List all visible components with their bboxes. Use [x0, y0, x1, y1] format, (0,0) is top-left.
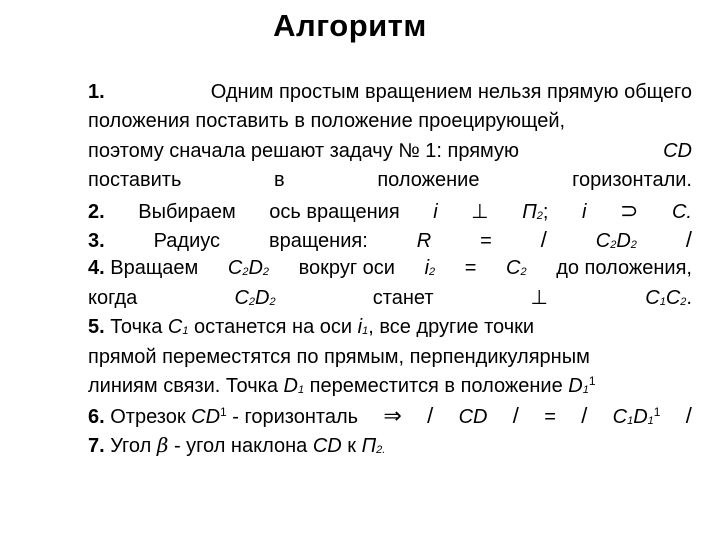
perpendicular-symbol: ⊥ [471, 200, 489, 223]
segment-c2d2: C2D2 [227, 257, 270, 280]
segment-cd: CD [458, 406, 488, 429]
length-bar: / [685, 403, 692, 429]
line-4 [88, 166, 692, 195]
step-number-6: 6. [88, 406, 105, 429]
word: до положения, [556, 257, 692, 280]
segment-c2d2: C2D2 [234, 286, 276, 309]
word: Радиус [153, 229, 221, 252]
line-3 [88, 137, 692, 166]
equals-sign: = [544, 406, 556, 429]
step-number-1: 1. [88, 81, 105, 103]
line-1-text: Одним простым вращением нельзя прямую общего [210, 81, 692, 103]
implies-arrow: ⇒ [383, 403, 402, 429]
length-bar: / [685, 226, 692, 252]
axis-i: i [581, 200, 587, 223]
point-c: C. [671, 200, 692, 223]
word: станет [372, 286, 434, 309]
length-bar: / [427, 403, 434, 429]
line-3-text: поэтому сначала решают задачу № 1: прямую [88, 139, 520, 162]
word: Выбираем [138, 200, 236, 223]
word: к [347, 434, 357, 457]
segment-cd: CD [312, 434, 342, 457]
word: - горизонталь [232, 406, 359, 429]
length-bar: / [540, 226, 547, 252]
line-7 [88, 254, 692, 283]
point-c2: C2 [506, 257, 527, 280]
segment-c2d2: C2D2 [595, 229, 637, 252]
segment-c1c2: C1C2. [645, 286, 692, 309]
step-number-3: 3. [88, 229, 105, 252]
word: вокруг оси [298, 257, 395, 280]
axis-i1: i1, все другие точки [357, 316, 535, 339]
point-d1: D1 [283, 374, 305, 397]
length-bar: / [581, 403, 588, 429]
line-10 [88, 343, 692, 372]
equals-sign: = [480, 229, 492, 252]
step-number-5: 5. [88, 316, 105, 339]
perpendicular-symbol: ⊥ [530, 286, 549, 309]
word: Точка [110, 316, 163, 339]
radius-r: R [416, 229, 432, 252]
word: горизонтали. [572, 169, 692, 192]
axis-i2: i2 [424, 257, 436, 280]
plane-p2: П2. [361, 434, 386, 457]
algorithm-text [88, 78, 692, 460]
axis-i: i [433, 200, 438, 223]
step-number-7: 7. [88, 434, 105, 457]
line-5 [88, 196, 692, 225]
equals-sign: = [464, 257, 477, 280]
word: когда [88, 286, 138, 309]
word: - угол наклона [173, 434, 308, 457]
segment-cd1: $CD^1$ [191, 405, 227, 429]
line-6 [88, 225, 692, 254]
word: вращения: [268, 229, 368, 252]
word: переместится в положение [309, 374, 563, 397]
step-number-4: 4. [88, 257, 105, 280]
point-c1: C1 [167, 316, 189, 339]
line-13 [88, 431, 692, 460]
angle-beta: β [156, 432, 169, 457]
plane-p2: П2; [522, 200, 549, 223]
line-2 [88, 107, 692, 136]
word: ось вращения [269, 200, 400, 223]
slide-title: Алгоритм [273, 8, 427, 43]
word: положение [377, 169, 480, 192]
superset-symbol: ⊃ [619, 197, 639, 223]
line-11 [88, 372, 692, 401]
word: Вращаем [110, 257, 199, 280]
word: поставить [88, 169, 182, 192]
word: Отрезок [110, 406, 186, 429]
word: линиям связи. Точка [88, 374, 278, 397]
line-12 [88, 401, 692, 430]
word: Угол [110, 434, 152, 457]
line-10-text: прямой переместятся по прямым, перпендикулярным [88, 345, 590, 368]
point-d1-prime: $D1^1$ [568, 373, 596, 397]
line-2-text: положения поставить в положение проецирующей, [88, 110, 566, 133]
line-8 [88, 284, 692, 313]
line-9 [88, 313, 692, 342]
segment-c1d1-prime: $C1D1^1$ [612, 405, 661, 429]
word: в [274, 169, 285, 192]
step-number-2: 2. [88, 200, 105, 223]
line-1 [88, 78, 692, 107]
word: останется на оси [194, 316, 353, 339]
length-bar: / [512, 403, 519, 429]
segment-cd: CD [663, 139, 692, 162]
